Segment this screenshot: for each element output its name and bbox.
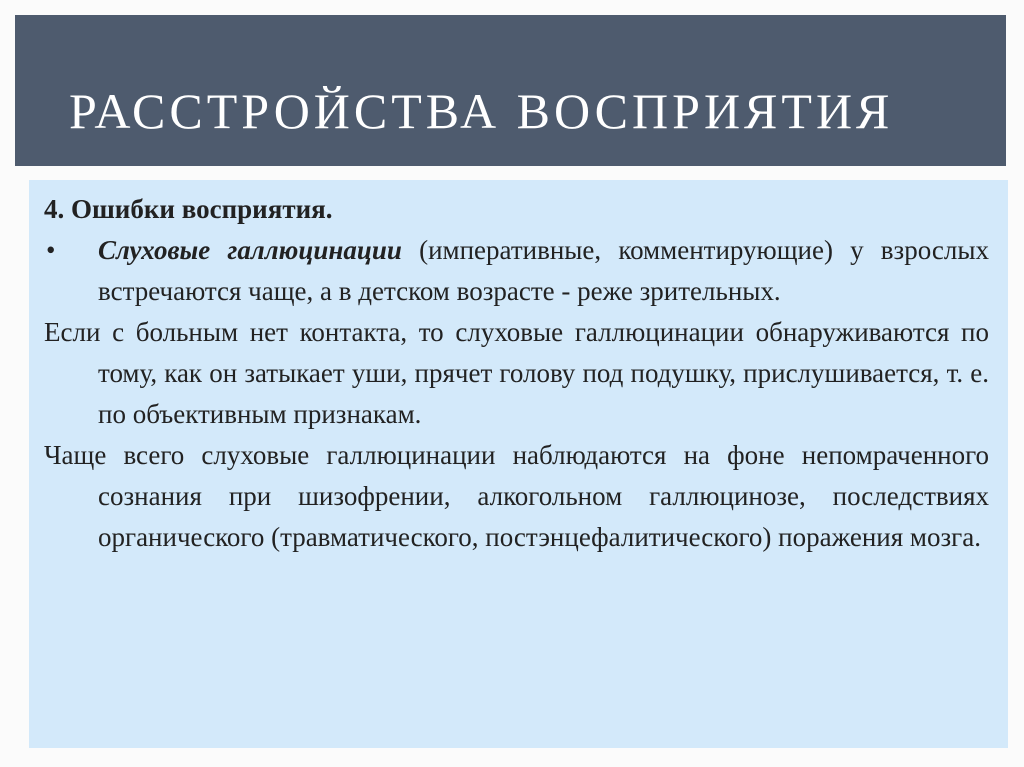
bullet-marker: • bbox=[46, 235, 56, 265]
paragraph-conditions: Чаще всего слуховые галлюцинации наблюдаются на фоне непомраченного сознания при шизофрении, алкогольном галлюцинозе, последствиях органического (травматического, постэнцефалитического) поражения мозга. bbox=[44, 440, 989, 552]
content-box bbox=[29, 180, 1008, 748]
bullet-term: Слуховые галлюцинации bbox=[98, 235, 402, 265]
slide-body bbox=[44, 189, 989, 558]
bullet-item bbox=[44, 230, 989, 312]
slide-title: РАССТРОЙСТВА ВОСПРИЯТИЯ bbox=[69, 83, 894, 139]
title-bar bbox=[15, 15, 1006, 166]
bullet-text: (императивные, комментирующие) у взрослых встречаются чаще, а в детском возрасте - реже зрительных. bbox=[98, 235, 989, 306]
paragraph-contact: Если с больным нет контакта, то слуховые галлюцинации обнаруживаются по тому, как он затыкает уши, прячет голову под подушку, прислушивается, т. е. по объективным признакам. bbox=[44, 317, 989, 429]
section-heading: 4. Ошибки восприятия. bbox=[44, 194, 333, 224]
